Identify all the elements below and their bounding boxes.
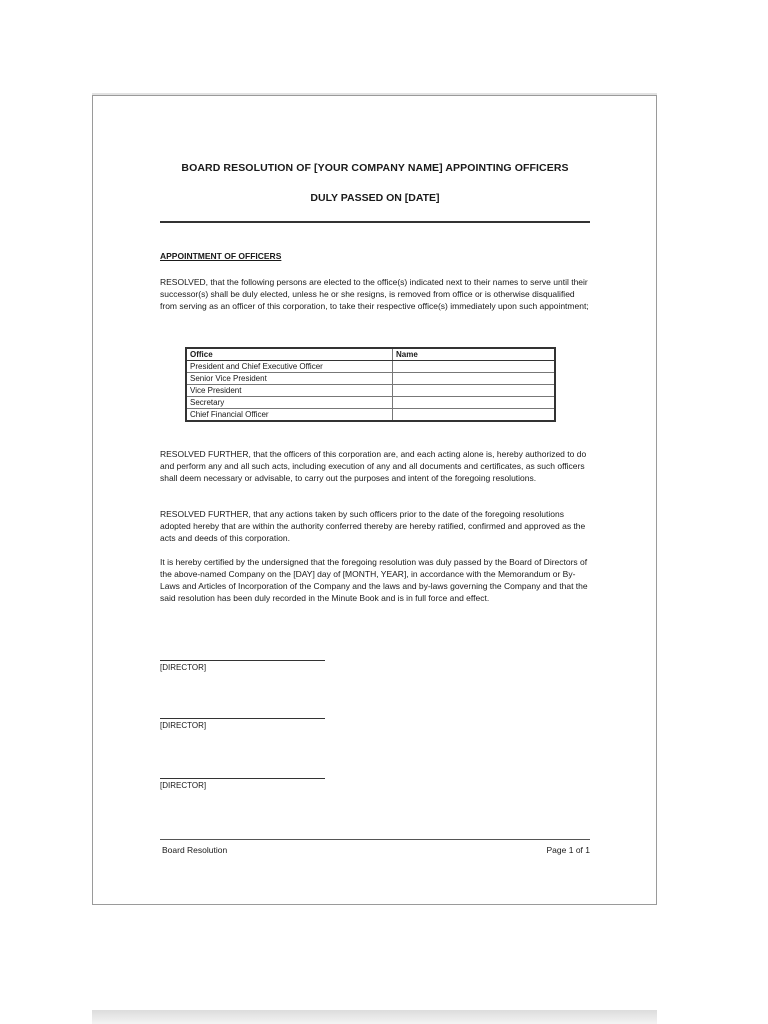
- office-cell: President and Chief Executive Officer: [186, 361, 393, 373]
- table-row: [186, 409, 555, 422]
- name-cell: [393, 397, 556, 409]
- officers-table: [185, 347, 556, 422]
- signature-block-1: [160, 660, 325, 672]
- office-cell: Vice President: [186, 385, 393, 397]
- table-row: [186, 373, 555, 385]
- resolution-paragraph-1: RESOLVED, that the following persons are elected to the office(s) indicated next to their names to serve until their successor(s) shall be duly elected, unless he or she resigns, is removed from office or is otherwise disqualified from serving as an officer of this corporation, to take their respective office(s) immediately upon such appointment;: [160, 277, 589, 311]
- section-heading: APPOINTMENT OF OFFICERS: [160, 251, 282, 261]
- document-subtitle: DULY PASSED ON [DATE]: [310, 192, 440, 204]
- signature-label: [DIRECTOR]: [160, 663, 207, 672]
- next-page-edge: [92, 1010, 657, 1024]
- name-cell: [393, 409, 556, 422]
- name-cell: [393, 385, 556, 397]
- footer-document-name: Board Resolution: [162, 845, 228, 855]
- table-row: [186, 361, 555, 373]
- footer-divider: [160, 839, 590, 840]
- resolution-paragraph-2: RESOLVED FURTHER, that the officers of this corporation are, and each acting alone is, hereby authorized to do and perform any and all such acts, including execution of any and all documents and certificates, as such officers shall deem necessary or advisable, to carry out the purposes and intent of the foregoing resolutions.: [160, 449, 587, 483]
- signature-label: [DIRECTOR]: [160, 781, 207, 790]
- name-cell: [393, 373, 556, 385]
- table-header-name: Name: [393, 348, 556, 361]
- signature-line: [160, 660, 325, 661]
- footer-page-number: Page 1 of 1: [546, 845, 590, 855]
- signature-line: [160, 718, 325, 719]
- office-cell: Senior Vice President: [186, 373, 393, 385]
- title-divider: [160, 221, 590, 223]
- resolution-paragraph-3: RESOLVED FURTHER, that any actions taken by such officers prior to the date of the foregoing resolutions adopted hereby that are within the authority conferred thereby are hereby ratified, confirmed and approved as the acts and deeds of this corporation.: [160, 509, 586, 543]
- signature-block-3: [160, 778, 325, 790]
- table-row: [186, 397, 555, 409]
- table-header-office: Office: [186, 348, 393, 361]
- name-cell: [393, 361, 556, 373]
- certification-paragraph: It is hereby certified by the undersigned that the foregoing resolution was duly passed by the Board of Directors of the above-named Company on the [DAY] day of [MONTH, YEAR], in accordance with the Memorandum or By-Laws and Articles of Incorporation of the Company and the laws and by-laws governing the Company and that the said resolution has been duly recorded in the Minute Book and is in full force and effect.: [160, 557, 588, 603]
- table-header-row: [186, 348, 555, 361]
- signature-line: [160, 778, 325, 779]
- office-cell: Chief Financial Officer: [186, 409, 393, 422]
- table-row: [186, 385, 555, 397]
- document-page: [92, 95, 657, 905]
- document-title: BOARD RESOLUTION OF [YOUR COMPANY NAME] APPOINTING OFFICERS: [181, 162, 569, 174]
- signature-label: [DIRECTOR]: [160, 721, 207, 730]
- office-cell: Secretary: [186, 397, 393, 409]
- signature-block-2: [160, 718, 325, 730]
